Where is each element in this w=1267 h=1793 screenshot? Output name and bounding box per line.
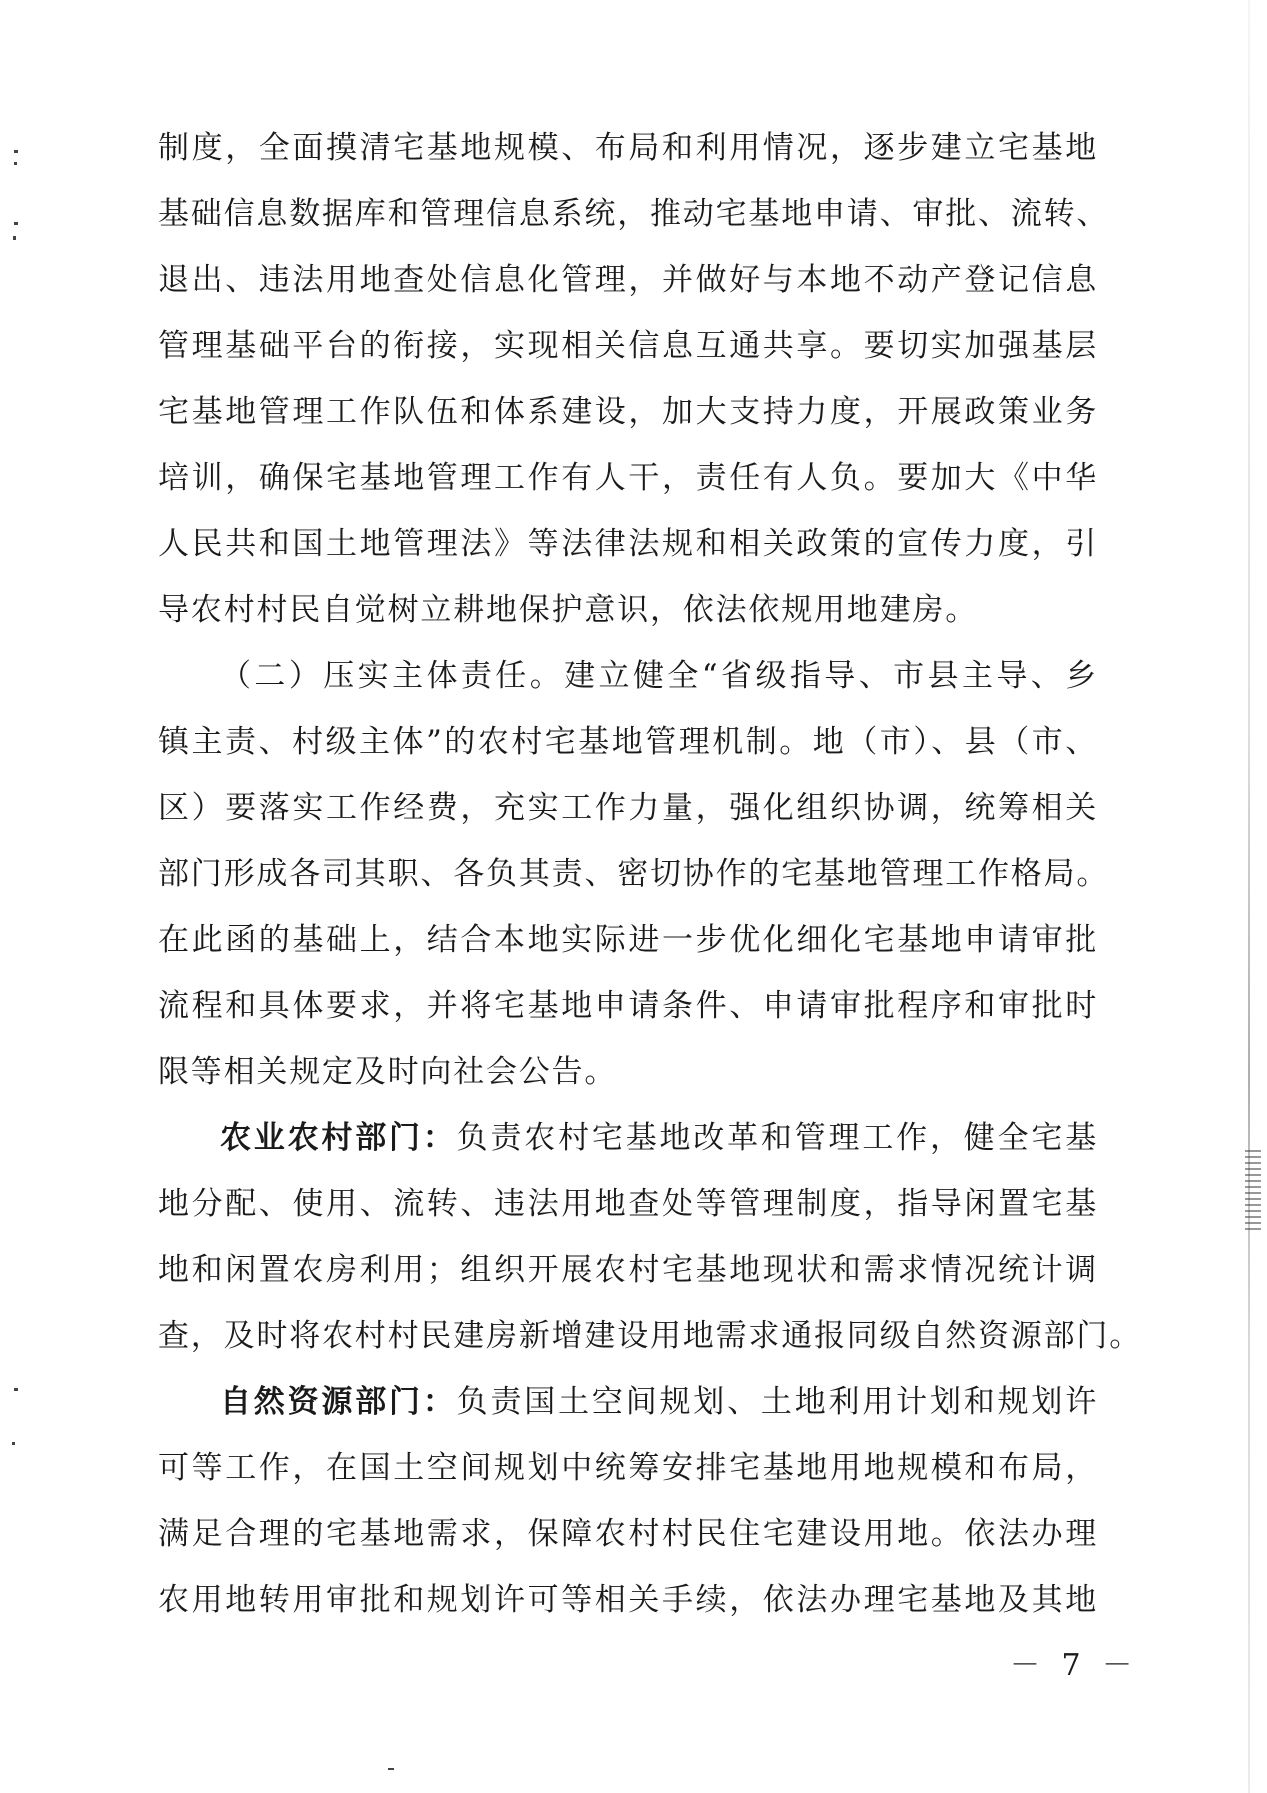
scan-artifact — [13, 236, 16, 240]
text-line: 宅基地管理工作队伍和体系建设，加大支持力度，开展政策业务 — [158, 394, 1098, 430]
scan-artifact — [14, 222, 18, 225]
text-line: 区）要落实工作经费，充实工作力量，强化组织协调，统筹相关 — [158, 790, 1098, 826]
text-line: 镇主责、村级主体”的农村宅基地管理机制。地（市）、县（市、 — [158, 724, 1098, 760]
paragraph-4 — [158, 1369, 1098, 1633]
text-line: 在此函的基础上，结合本地实际进一步优化细化宅基地申请审批 — [158, 922, 1098, 958]
text-line: （二）压实主体责任。建立健全“省级指导、市县主导、乡 — [220, 658, 1098, 694]
text-span: 负责国土空间规划、土地利用计划和规划许 — [456, 1384, 1098, 1420]
scan-artifact — [14, 150, 18, 153]
scan-artifact — [14, 1388, 18, 1391]
scan-artifact — [12, 1442, 15, 1445]
text-line: 人民共和国土地管理法》等法律法规和相关政策的宣传力度，引 — [158, 526, 1098, 562]
text-line: 培训，确保宅基地管理工作有人干，责任有人负。要加大《中华 — [158, 460, 1098, 496]
paragraph-1 — [158, 115, 1110, 643]
text-line: 满足合理的宅基地需求，保障农村村民住宅建设用地。依法办理 — [158, 1516, 1098, 1552]
text-line: 地和闲置农房利用；组织开展农村宅基地现状和需求情况统计调 — [158, 1252, 1098, 1288]
text-line: 退出、违法用地查处信息化管理，并做好与本地不动产登记信息 — [158, 262, 1098, 298]
text-line: 可等工作，在国土空间规划中统筹安排宅基地用地规模和布局， — [158, 1450, 1098, 1486]
text-span: 负责农村宅基地改革和管理工作，健全宅基 — [456, 1120, 1098, 1156]
text-line — [158, 1105, 1098, 1171]
text-line: 农用地转用审批和规划许可等相关手续，依法办理宅基地及其地 — [158, 1582, 1098, 1618]
text-line: 查，及时将农村村民建房新增建设用地需求通报同级自然资源部门。 — [158, 1318, 1142, 1354]
text-line: 管理基础平台的衔接，实现相关信息互通共享。要切实加强基层 — [158, 328, 1098, 364]
page-number: － 7 － — [1010, 1648, 1139, 1683]
text-line — [158, 1369, 1098, 1435]
text-line: 制度，全面摸清宅基地规模、布局和利用情况，逐步建立宅基地 — [158, 130, 1098, 166]
text-line: 部门形成各司其职、各负其责、密切协作的宅基地管理工作格局。 — [158, 856, 1110, 892]
section-label: 自然资源部门： — [220, 1384, 457, 1420]
scan-artifact — [388, 1768, 394, 1770]
text-line: 限等相关规定及时向社会公告。 — [158, 1054, 618, 1090]
text-line: 基础信息数据库和管理信息系统，推动宅基地申请、审批、流转、 — [158, 196, 1110, 232]
text-line: 流程和具体要求，并将宅基地申请条件、申请审批程序和审批时 — [158, 988, 1098, 1024]
scan-artifact — [14, 162, 17, 165]
text-line: 导农村村民自觉树立耕地保护意识，依法依规用地建房。 — [158, 592, 978, 628]
paragraph-3 — [158, 1105, 1142, 1369]
paragraph-2 — [158, 643, 1110, 1105]
section-label: 农业农村部门： — [220, 1120, 457, 1156]
binding-mark — [1245, 1150, 1261, 1230]
text-line: 地分配、使用、流转、违法用地查处等管理制度，指导闲置宅基 — [158, 1186, 1098, 1222]
scan-edge — [1248, 0, 1250, 1793]
